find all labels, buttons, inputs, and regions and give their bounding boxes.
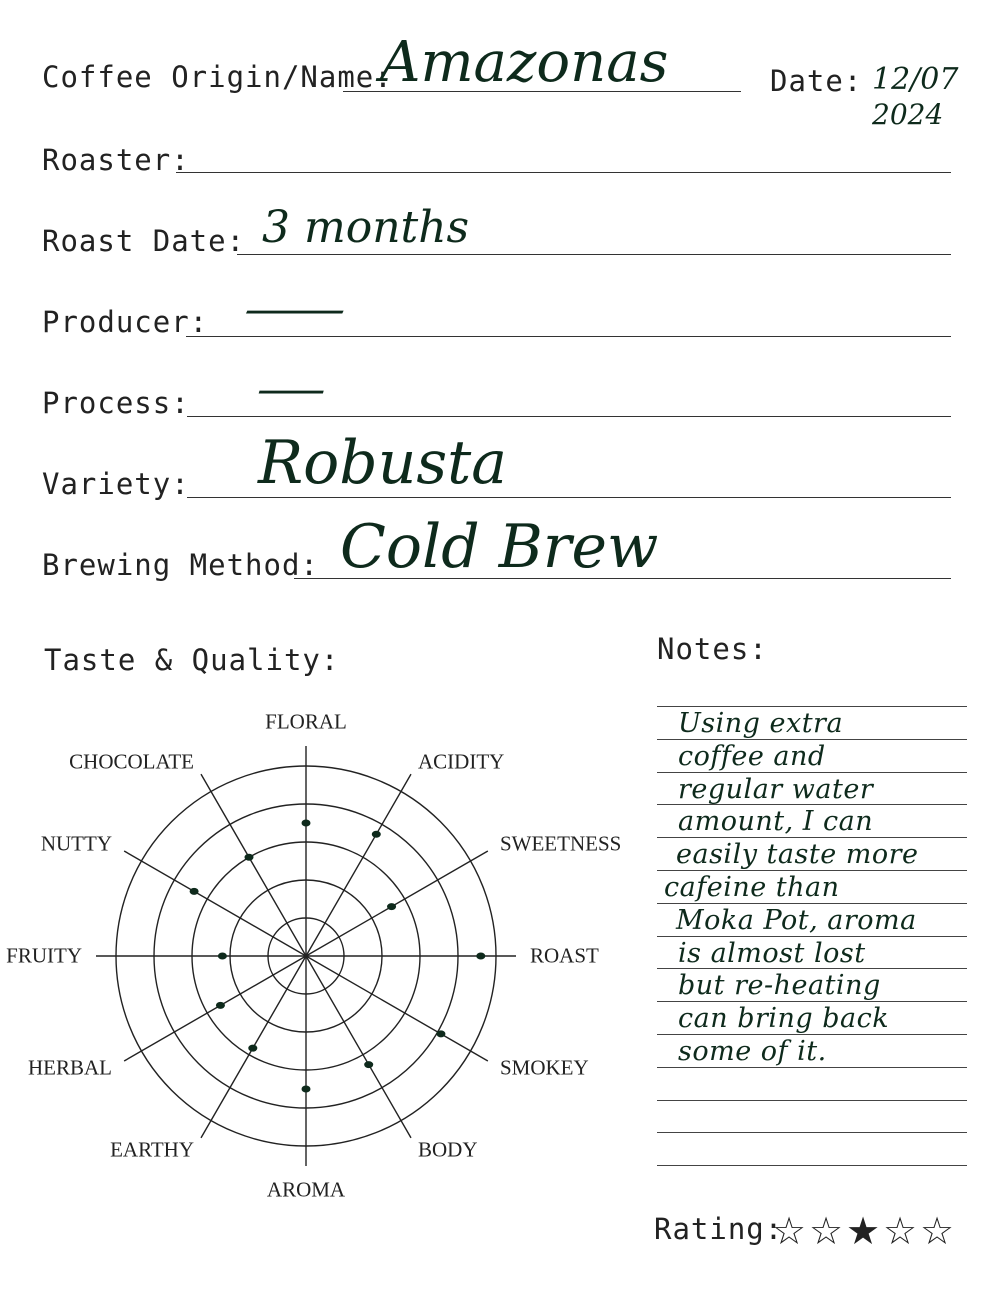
process-label: Process: — [42, 386, 190, 420]
taste-spoke-sweetness — [306, 851, 488, 956]
notes-line-text: Using extra — [678, 708, 844, 739]
taste-point-sweetness[interactable] — [387, 903, 396, 910]
rating-star-2-icon[interactable]: ☆ — [809, 1209, 844, 1253]
taste-axis-label-aroma: AROMA — [266, 1177, 346, 1202]
notes-rule — [657, 1165, 967, 1166]
date-label: Date: — [770, 64, 863, 98]
notes-line-text: can bring back — [678, 1003, 890, 1035]
rating-label: Rating: — [654, 1212, 784, 1246]
taste-point-nutty[interactable] — [190, 888, 199, 895]
taste-point-aroma[interactable] — [302, 1086, 311, 1093]
notes-line-text: regular water — [678, 773, 874, 805]
taste-point-fruity[interactable] — [218, 953, 227, 960]
notes-rule — [657, 1132, 967, 1133]
notes-line-text: Moka Pot, aroma — [676, 904, 917, 936]
variety-label: Variety: — [42, 467, 190, 501]
process-line — [187, 416, 951, 417]
notes-line-text: coffee and — [678, 740, 826, 772]
taste-quality-heading: Taste & Quality: — [44, 643, 340, 677]
taste-point-floral[interactable] — [302, 820, 311, 827]
taste-axis-label-acidity: ACIDITY — [418, 749, 505, 774]
date-value-line2[interactable]: 2024 — [872, 98, 944, 131]
notes-heading: Notes: — [657, 632, 768, 666]
taste-axis-label-herbal: HERBAL — [28, 1055, 112, 1080]
taste-spoke-acidity — [306, 774, 411, 956]
roaster-label: Roaster: — [42, 143, 190, 177]
taste-axis-label-earthy: EARTHY — [110, 1137, 194, 1162]
notes-line-text: amount, I can — [678, 806, 874, 838]
taste-spoke-chocolate — [201, 774, 306, 956]
taste-point-roast[interactable] — [476, 953, 485, 960]
rating-star-3-icon[interactable]: ★ — [846, 1209, 881, 1253]
taste-axis-label-roast: ROAST — [530, 943, 599, 968]
taste-point-chocolate[interactable] — [245, 854, 254, 861]
rating-star-5-icon[interactable]: ☆ — [920, 1209, 955, 1253]
producer-line — [186, 336, 951, 337]
roast-date-label: Roast Date: — [42, 224, 246, 258]
taste-spoke-nutty — [124, 851, 306, 956]
process-value[interactable]: — — [256, 364, 327, 415]
notes-line-text: is almost lost — [678, 937, 866, 969]
notes-line-text: some of it. — [678, 1036, 827, 1067]
rating-star-1-icon[interactable]: ☆ — [772, 1209, 807, 1253]
brewing-method-value[interactable]: Cold Brew — [340, 512, 659, 582]
taste-axis-label-smokey: SMOKEY — [499, 1055, 589, 1080]
taste-axis-label-sweetness: SWEETNESS — [499, 831, 622, 856]
taste-spoke-body — [306, 956, 411, 1138]
variety-value[interactable]: Robusta — [258, 428, 508, 498]
notes-line-text: easily taste more — [676, 839, 919, 871]
notes-line-text: but re-heating — [678, 970, 881, 1002]
taste-axis-label-body: BODY — [418, 1137, 478, 1162]
brewing-method-label: Brewing Method: — [42, 548, 319, 582]
taste-point-smokey[interactable] — [436, 1030, 445, 1037]
taste-spoke-herbal — [124, 956, 306, 1061]
producer-value[interactable]: — — [242, 284, 348, 335]
coffee-origin-value[interactable]: Amazonas — [380, 30, 669, 95]
date-value-line1[interactable]: 12/07 — [872, 62, 959, 97]
taste-point-herbal[interactable] — [216, 1002, 225, 1009]
taste-axis-label-chocolate: CHOCOLATE — [69, 749, 194, 774]
taste-point-body[interactable] — [364, 1061, 373, 1068]
taste-axis-label-nutty: NUTTY — [40, 831, 112, 856]
producer-label: Producer: — [42, 305, 209, 339]
taste-point-earthy[interactable] — [248, 1045, 257, 1052]
rating-stars[interactable] — [772, 1209, 957, 1253]
roast-date-value[interactable]: 3 months — [262, 202, 470, 253]
rating-star-4-icon[interactable]: ☆ — [883, 1209, 918, 1253]
roast-date-line — [237, 254, 951, 255]
taste-spoke-smokey — [306, 956, 488, 1061]
taste-point-acidity[interactable] — [372, 831, 381, 838]
notes-rule — [657, 1100, 967, 1101]
taste-axis-label-floral: FLORAL — [265, 709, 347, 734]
roaster-line — [176, 172, 951, 173]
taste-axis-label-fruity: FRUITY — [6, 943, 82, 968]
notes-line-text: cafeine than — [664, 872, 840, 903]
notes-rule — [657, 706, 967, 707]
coffee-origin-label: Coffee Origin/Name: — [42, 60, 393, 94]
